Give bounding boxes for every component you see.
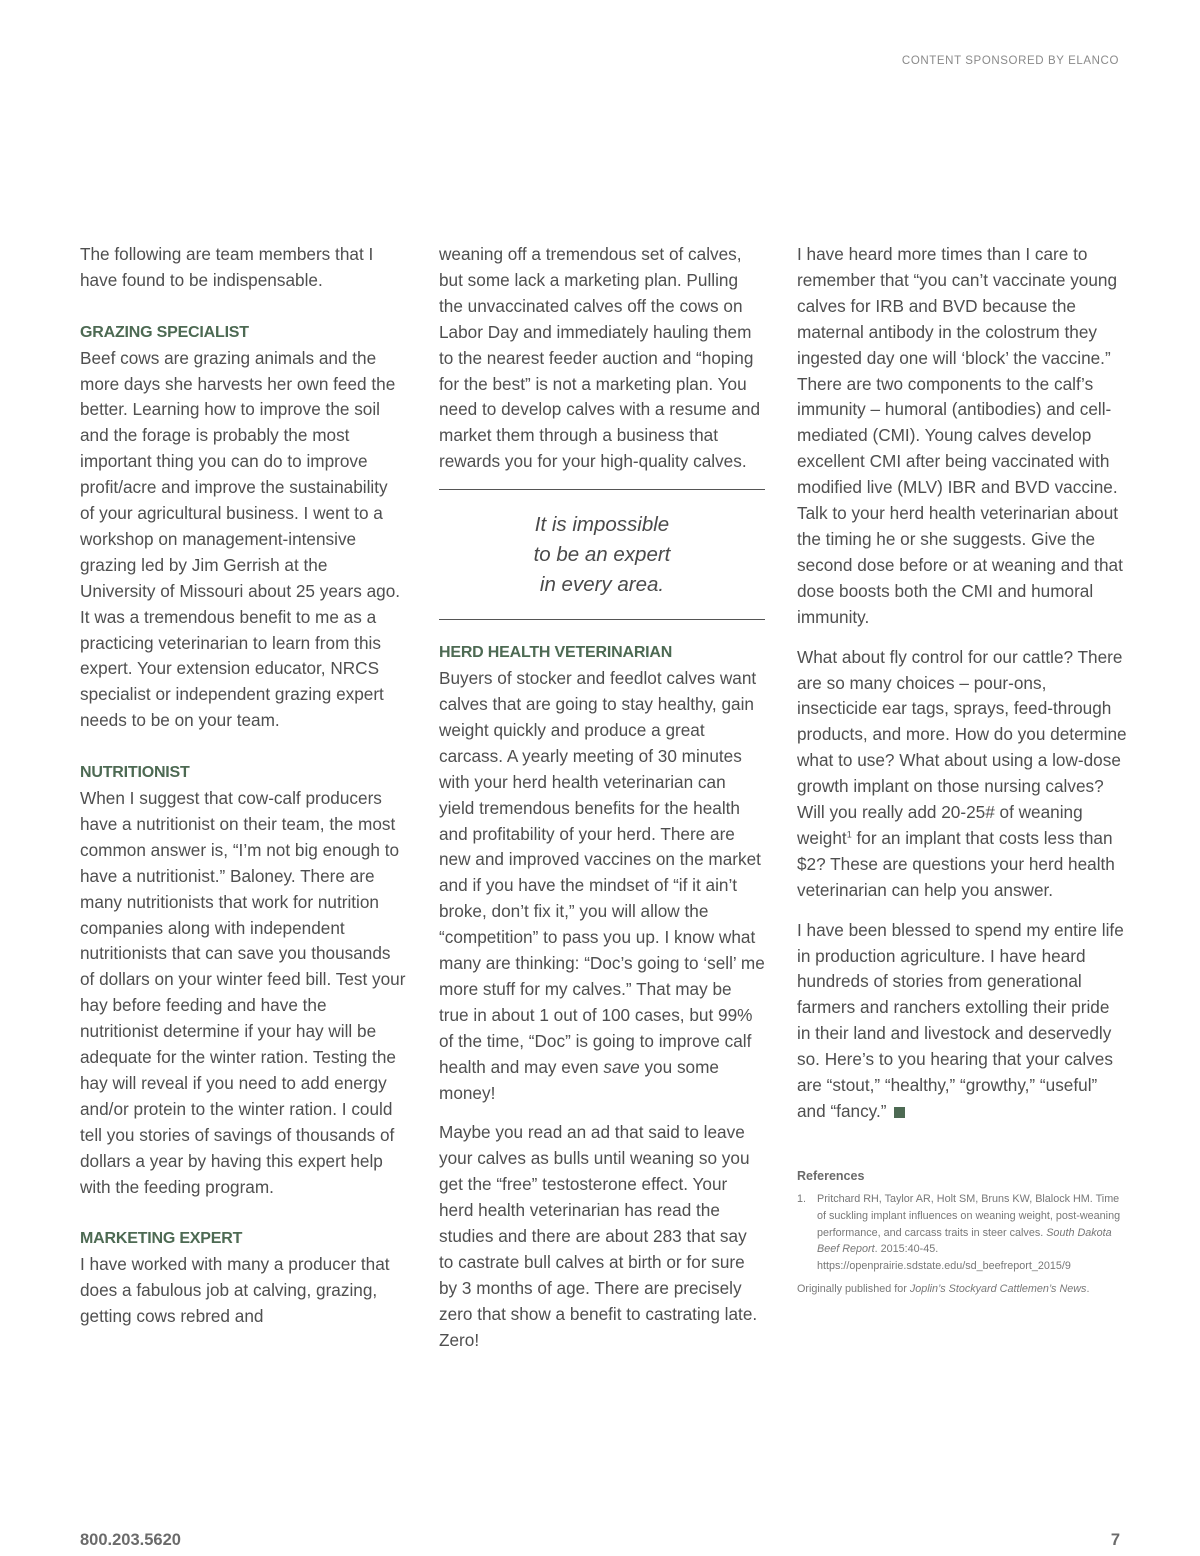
column-2 — [439, 242, 765, 1354]
fly-control-paragraph — [797, 645, 1127, 904]
nutritionist-heading: NUTRITIONIST — [80, 764, 190, 782]
reference-journal: South Dakota Beef Report — [817, 1226, 1112, 1256]
pull-quote — [439, 490, 765, 619]
emphasis-save: save — [603, 1056, 640, 1077]
herd-health-paragraph — [439, 666, 765, 1106]
column-3 — [797, 242, 1127, 1297]
end-mark-icon — [894, 1107, 905, 1118]
reference-citation: Pritchard RH, Taylor AR, Holt SM, Bruns KW, Blalock HM. Time of suckling implant influences on weaning weight, post-weaning performance, and carcass traits in steer calves. — [817, 1192, 1121, 1239]
pull-quote-line: It is impossible — [534, 513, 670, 537]
page-number: 7 — [1110, 1531, 1120, 1549]
reference-item — [797, 1191, 1127, 1275]
grazing-specialist-heading: GRAZING SPECIALIST — [80, 323, 249, 341]
intro-paragraph: The following are team members that I have found to be indispensable. — [80, 244, 374, 290]
marketing-expert-heading: MARKETING EXPERT — [80, 1230, 243, 1248]
pull-quote-line: to be an expert — [533, 543, 671, 567]
herd-health-text-end: you some money! — [439, 1056, 719, 1103]
vaccine-paragraph: I have heard more times than I care to remember that “you can’t vaccinate young calves for IRB and BVD because the maternal antibody in the colostrum they ingested day one will ‘block’ the vaccine.” There are two components to the calf’s immunity – humoral (antibodies) and cell-mediated (CMI). Young calves develop excellent CMI after being vaccinated with modified live (MLV) IBR and BVD vaccine. Talk to your herd health veterinarian about the timing he or she suggests. Give the second dose before or at weaning and that dose boosts both the CMI and humoral immunity. — [797, 244, 1123, 627]
original-publication-note — [797, 1281, 1127, 1297]
column-1 — [80, 242, 406, 1330]
closing-text: I have been blessed to spend my entire life in production agriculture. I have heard hundreds of stories from generational farmers and ranchers extolling their pride in their land and livestock and deservedly so. Here’s to you hearing that your calves are “stout,” “healthy,” “growthy,” “useful” and “fancy.” — [797, 919, 1124, 1121]
nutritionist-paragraph: When I suggest that cow-calf producers have a nutritionist on their team, the most common answer is, “I’m not big enough to have a nutritionist.” Baloney. There are many nutritionists that work for nutrition companies along with independent nutritionists that can save you thousands of dollars on your winter feed bill. Test your hay before feeding and have the nutritionist determine if your hay will be adequate for the winter ration. Testing the hay will reveal if you need to add energy and/or protein to the winter ration. I could tell you stories of savings of thousands of dollars a year by having this expert help with the feeding program. — [80, 788, 406, 1197]
marketing-continued-paragraph: weaning off a tremendous set of calves, but some lack a marketing plan. Pulling the unvaccinated calves off the cows on Labor Day and immediately hauling them to the nearest feeder auction and “hoping for the best” is not a marketing plan. You need to develop calves with a resume and market them through a business that rewards you for your high-quality calves. — [439, 244, 761, 472]
reference-number: 1. — [797, 1192, 807, 1205]
sponsor-label: CONTENT SPONSORED BY ELANCO — [901, 55, 1119, 67]
closing-paragraph — [797, 918, 1127, 1125]
fly-control-text: What about fly control for our cattle? There are so many choices – pour-ons, insecticide ear tags, sprays, feed-through products, and more. How do you determine what to use? What about using a low-dose growth implant on those nursing calves? Will you really add 20-25# of weaning weight — [797, 646, 1127, 848]
original-publication-prefix: Originally published for — [797, 1282, 907, 1295]
reference-details: . 2015:40-45. https://openprairie.sdstate.edu/sd_beefreport_2015/9 — [817, 1243, 1071, 1273]
pull-quote-line: in every area. — [539, 573, 665, 597]
references-title: References — [797, 1168, 865, 1183]
original-publication-suffix: . — [1086, 1282, 1090, 1295]
reference-text — [817, 1191, 1127, 1275]
fly-control-text-end: for an implant that costs less than $2? These are questions your herd health veterinarian can help you answer. — [797, 827, 1115, 900]
castration-paragraph: Maybe you read an ad that said to leave your calves as bulls until weaning so you get the “free” testosterone effect. Your herd health veterinarian has read the studies and there are about 283 that say to castrate bull calves at birth or for sure by 3 months of age. There are precisely zero that show a benefit to castrating late. Zero! — [439, 1122, 758, 1350]
references-section — [797, 1167, 1127, 1297]
marketing-expert-paragraph: I have worked with many a producer that does a fabulous job at calving, grazing, getting cows rebred and — [80, 1254, 390, 1327]
herd-health-veterinarian-heading: HERD HEALTH VETERINARIAN — [439, 644, 673, 662]
footer-phone-number: 800.203.5620 — [80, 1531, 181, 1549]
herd-health-text: Buyers of stocker and feedlot calves want calves that are going to stay healthy, gain weight quickly and produce a great carcass. A yearly meeting of 30 minutes with your herd health veterinarian can yield tremendous benefits for the health and profitability of your herd. There are new and improved vaccines on the market and if you have the mindset of “if it ain’t broke, don’t fix it,” you will allow the “competition” to pass you up. I know what many are thinking: “Doc’s going to ‘sell’ me more stuff for my calves.” That may be true in about 1 out of 100 cases, but 99% of the time, “Doc” is going to improve calf health and may even — [439, 668, 765, 1077]
original-publication-title: Joplin’s Stockyard Cattlemen’s News — [909, 1282, 1087, 1295]
grazing-specialist-paragraph: Beef cows are grazing animals and the more days she harvests her own feed the better. Learning how to improve the soil and the forage is probably the most important thing you can do to improve profit/acre and improve the sustainability of your agricultural business. I went to a workshop on management-intensive grazing led by Jim Gerrish at the University of Missouri about 25 years ago. It was a tremendous benefit to me as a practicing veterinarian to learn from this expert. Your extension educator, NRCS specialist or independent grazing expert needs to be on your team. — [80, 347, 401, 731]
footnote-marker: 1 — [846, 829, 852, 840]
